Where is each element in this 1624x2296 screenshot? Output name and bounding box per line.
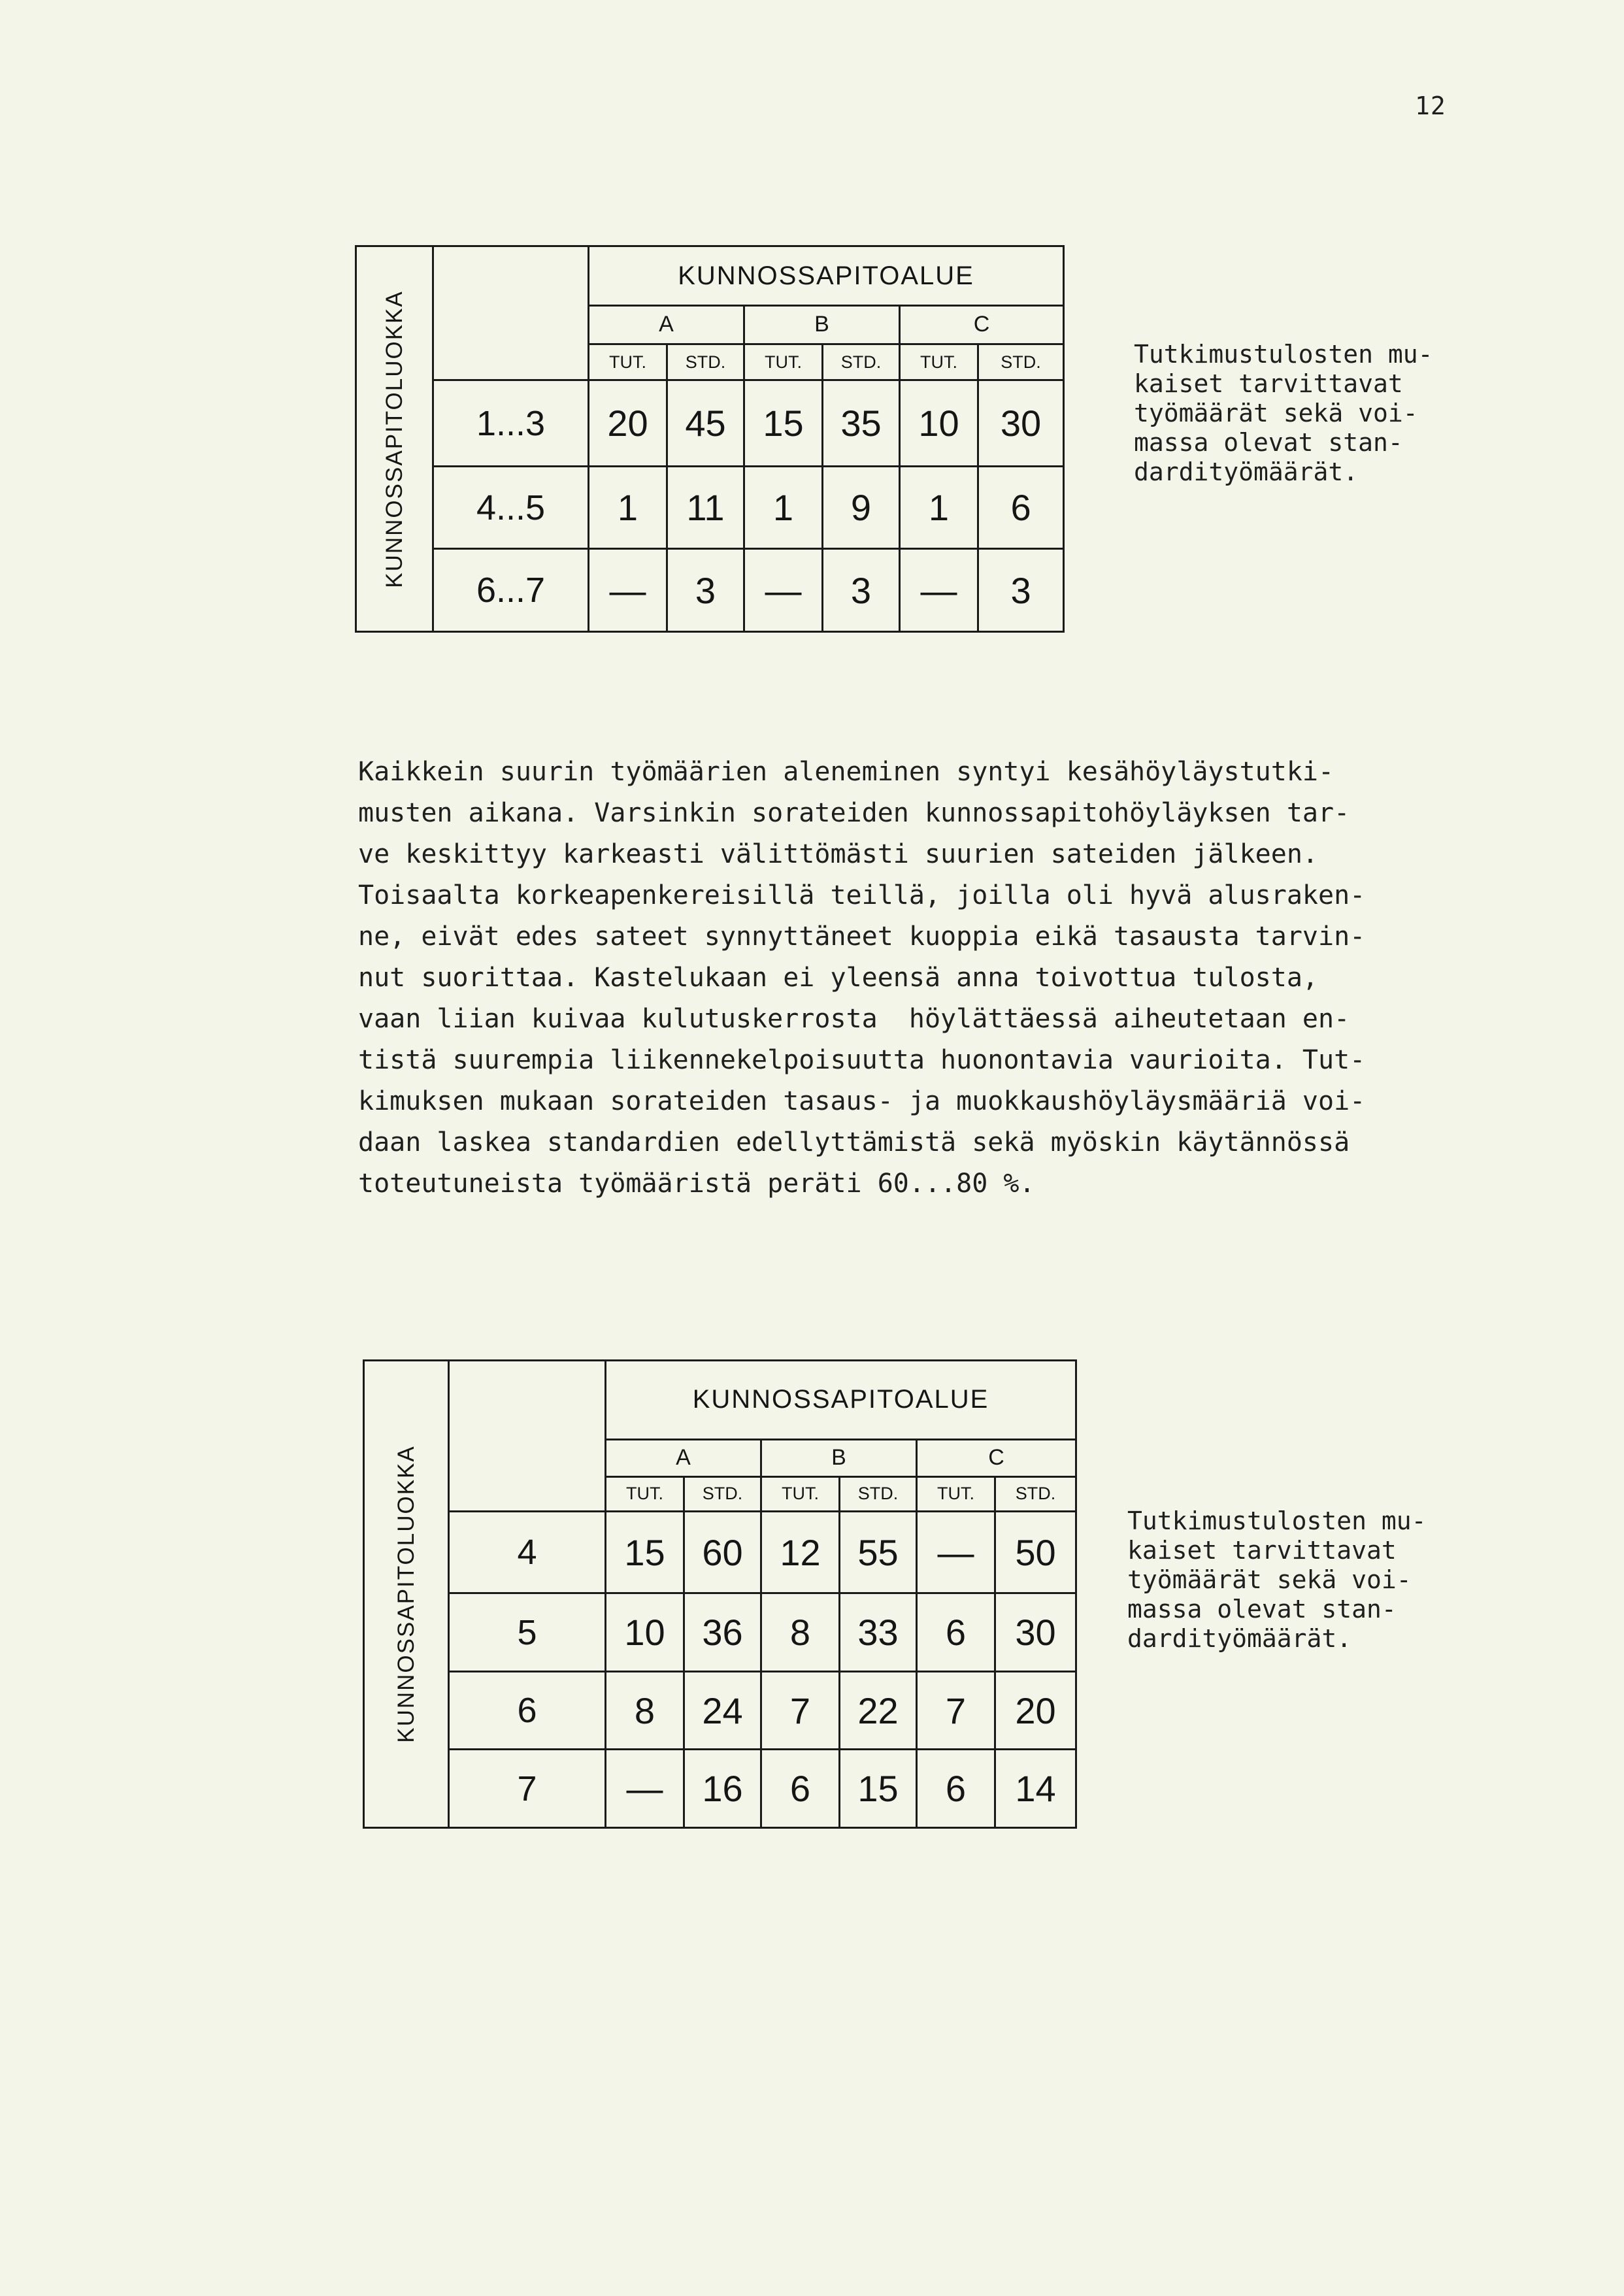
table-cell: 24 [684, 1671, 761, 1750]
table-cell: 3 [978, 549, 1064, 632]
side-label: KUNNOSSAPITOLUOKKA [393, 1445, 419, 1743]
table-row [364, 1750, 1076, 1828]
table-row [364, 1671, 1076, 1750]
sub-header: TUT. [744, 344, 823, 380]
maintenance-table-1 [355, 245, 1065, 633]
area-title: KUNNOSSAPITOALUE [606, 1361, 1076, 1440]
table-cell: 16 [684, 1750, 761, 1828]
table-cell: 20 [589, 380, 667, 467]
table-cell: 1 [900, 466, 978, 549]
table-cell: 55 [840, 1511, 917, 1593]
table-cell: 9 [823, 466, 900, 549]
table-2-caption: Tutkimustulosten mu- kaiset tarvittavat työmäärät sekä voi- massa olevat stan- dardityömäärät. [1127, 1506, 1427, 1653]
table-cell: 6 [917, 1593, 995, 1672]
table-cell: — [744, 549, 823, 632]
table-side-header [364, 1361, 449, 1828]
table-cell: 12 [761, 1511, 840, 1593]
text-line: ne, eivät edes sateet synnyttäneet kuoppia eikä tasausta tarvin- [358, 922, 1366, 952]
table-cell: 15 [744, 380, 823, 467]
sub-header: TUT. [900, 344, 978, 380]
table-side-header [356, 246, 433, 632]
area-title: KUNNOSSAPITOALUE [589, 246, 1064, 306]
table-row [356, 549, 1064, 632]
table-cell: 20 [995, 1671, 1076, 1750]
table-cell: 60 [684, 1511, 761, 1593]
table-cell: — [606, 1750, 684, 1828]
table-cell: 6 [978, 466, 1064, 549]
sub-header: TUT. [761, 1476, 840, 1511]
table-cell: 33 [840, 1593, 917, 1672]
text-line: daan laskea standardien edellyttämistä sekä myöskin käytännössä [358, 1127, 1350, 1157]
table-row [356, 466, 1064, 549]
text-line: Toisaalta korkeapenkereisillä teillä, joilla oli hyvä alusraken- [358, 880, 1366, 910]
area-header-c: C [900, 306, 1064, 344]
area-header-b: B [744, 306, 900, 344]
table-cell: 8 [761, 1593, 840, 1672]
table-cell: 3 [823, 549, 900, 632]
row-label: 6...7 [433, 549, 589, 632]
row-label: 1...3 [433, 380, 589, 467]
maintenance-table-2 [363, 1359, 1077, 1829]
table-cell: — [900, 549, 978, 632]
table-cell: 14 [995, 1750, 1076, 1828]
table-cell: 6 [761, 1750, 840, 1828]
sub-header: STD. [978, 344, 1064, 380]
sub-header: STD. [995, 1476, 1076, 1511]
text-line: tistä suurempia liikennekelpoisuutta huonontavia vaurioita. Tut- [358, 1045, 1366, 1075]
text-line: toteutuneista työmääristä peräti 60...80 %. [358, 1169, 1035, 1199]
table-cell: 15 [606, 1511, 684, 1593]
sub-header: STD. [684, 1476, 761, 1511]
table-cell: 10 [900, 380, 978, 467]
table-cell: 1 [744, 466, 823, 549]
text-line: vaan liian kuivaa kulutuskerrosta höylättäessä aiheutetaan en- [358, 1004, 1350, 1034]
table-cell: 22 [840, 1671, 917, 1750]
area-header-c: C [917, 1439, 1076, 1476]
sub-header: TUT. [606, 1476, 684, 1511]
table-cell: 50 [995, 1511, 1076, 1593]
table-cell: 10 [606, 1593, 684, 1672]
table-cell: 15 [840, 1750, 917, 1828]
sub-header: TUT. [589, 344, 667, 380]
row-label: 4 [449, 1511, 606, 1593]
table-row [364, 1593, 1076, 1672]
blank-corner-cell [433, 246, 589, 380]
blank-corner-cell [449, 1361, 606, 1512]
sub-header: STD. [823, 344, 900, 380]
text-line: Kaikkein suurin työmäärien aleneminen syntyi kesähöyläystutki- [358, 757, 1334, 787]
table-cell: 6 [917, 1750, 995, 1828]
table-cell: 35 [823, 380, 900, 467]
table-row [364, 1511, 1076, 1593]
table-1-caption: Tutkimustulosten mu- kaiset tarvittavat työmäärät sekä voi- massa olevat stan- dardityömäärät. [1134, 340, 1433, 486]
sub-header: STD. [840, 1476, 917, 1511]
row-label: 5 [449, 1593, 606, 1672]
table-cell: 8 [606, 1671, 684, 1750]
table-cell: — [589, 549, 667, 632]
area-header-a: A [606, 1439, 761, 1476]
table-cell: 36 [684, 1593, 761, 1672]
table-cell: 11 [667, 466, 744, 549]
area-header-a: A [589, 306, 744, 344]
text-line: ve keskittyy karkeasti välittömästi suurien sateiden jälkeen. [358, 839, 1319, 869]
table-cell: 7 [917, 1671, 995, 1750]
sub-header: TUT. [917, 1476, 995, 1511]
area-header-b: B [761, 1439, 917, 1476]
text-line: musten aikana. Varsinkin sorateiden kunnossapitohöyläyksen tar- [358, 798, 1350, 828]
row-label: 4...5 [433, 466, 589, 549]
row-label: 6 [449, 1671, 606, 1750]
table-cell: 30 [995, 1593, 1076, 1672]
sub-header: STD. [667, 344, 744, 380]
table-cell: 1 [589, 466, 667, 549]
side-label: KUNNOSSAPITOLUOKKA [381, 290, 407, 588]
page-number: 12 [1415, 92, 1446, 120]
table-cell: 3 [667, 549, 744, 632]
text-line: nut suorittaa. Kastelukaan ei yleensä anna toivottua tulosta, [358, 963, 1319, 993]
table-cell: 7 [761, 1671, 840, 1750]
table-cell: 30 [978, 380, 1064, 467]
table-cell: — [917, 1511, 995, 1593]
table-cell: 45 [667, 380, 744, 467]
body-paragraph [358, 752, 1619, 1205]
text-line: kimuksen mukaan sorateiden tasaus- ja muokkaushöyläysmääriä voi- [358, 1086, 1366, 1116]
table-row [356, 380, 1064, 467]
row-label: 7 [449, 1750, 606, 1828]
